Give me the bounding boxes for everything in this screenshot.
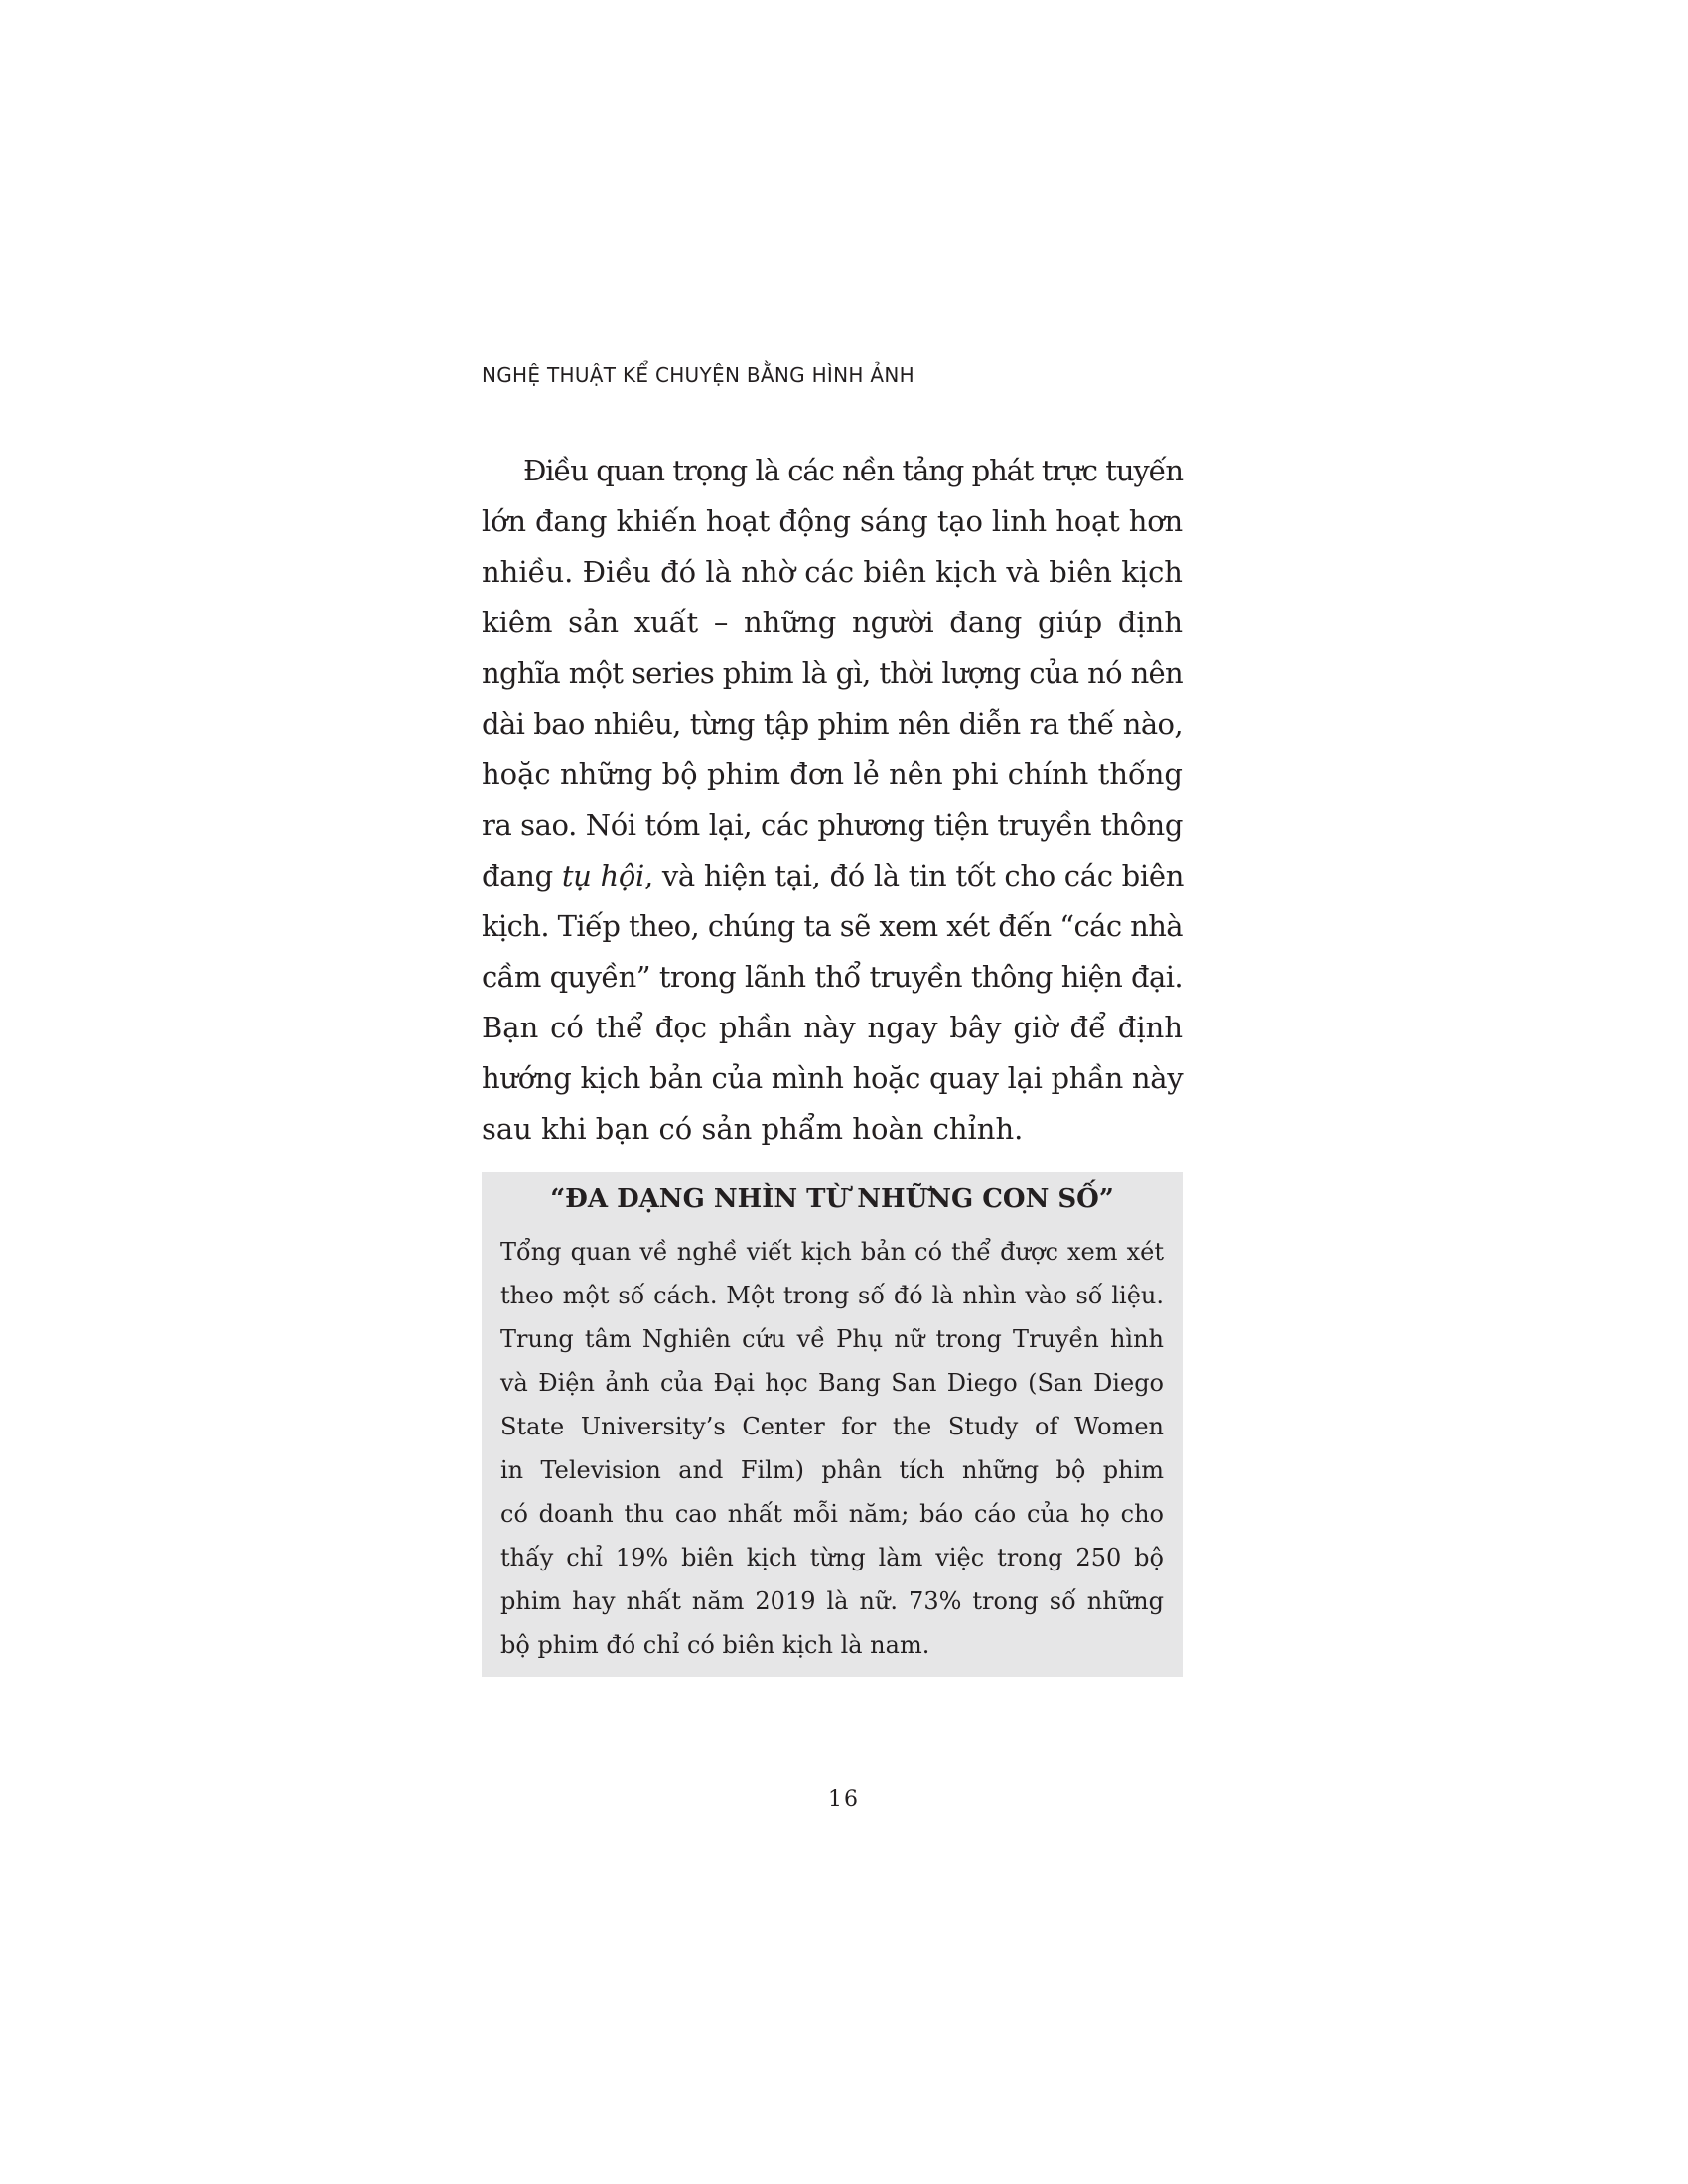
sidebar-title: “ĐA DẠNG NHÌN TỪ NHỮNG CON SỐ” [550,1184,1114,1214]
sidebar-box [482,1172,1183,1677]
body-line: sau khi bạn có sản phẩm hoàn chỉnh. [482,1112,1024,1146]
page-number: 16 [828,1787,860,1812]
sidebar-line: bộ phim đó chỉ có biên kịch là nam. [500,1631,930,1659]
body-text-span: , và hiện tại, đó là tin tốt cho các biên [644,859,1185,892]
sidebar-line: State University’s Center for the Study of Women [500,1413,1164,1440]
body-line: ra sao. Nói tóm lại, các phương tiện truyền thông [482,808,1183,842]
sidebar-line: và Điện ảnh của Đại học Bang San Diego (San Diego [500,1369,1164,1397]
body-line-with-emphasis [482,851,1183,901]
body-line: dài bao nhiêu, từng tập phim nên diễn ra thế nào, [482,707,1183,741]
body-line: Bạn có thể đọc phần này ngay bây giờ để định [482,1011,1183,1044]
body-line: nghĩa một series phim là gì, thời lượng của nó nên [482,656,1183,690]
body-line: nhiều. Điều đó là nhờ các biên kịch và biên kịch [482,555,1183,589]
sidebar-paragraph [500,1230,1164,1667]
emphasis-text: tụ hội [561,859,644,892]
body-line: Điều quan trọng là các nền tảng phát trực tuyến [523,454,1183,487]
sidebar-line: thấy chỉ 19% biên kịch từng làm việc trong 250 bộ [500,1544,1164,1571]
sidebar-line: có doanh thu cao nhất mỗi năm; báo cáo của họ cho [500,1500,1164,1528]
sidebar-line: Trung tâm Nghiên cứu về Phụ nữ trong Truyền hình [500,1325,1164,1353]
body-line: lớn đang khiến hoạt động sáng tạo linh hoạt hơn [482,504,1183,538]
body-line: cầm quyền” trong lãnh thổ truyền thông hiện đại. [482,960,1183,994]
sidebar-line: phim hay nhất năm 2019 là nữ. 73% trong số những [500,1587,1164,1615]
body-line: hoặc những bộ phim đơn lẻ nên phi chính thống [482,757,1183,791]
body-line: kịch. Tiếp theo, chúng ta sẽ xem xét đến “các nhà [482,909,1183,943]
body-line: hướng kịch bản của mình hoặc quay lại phần này [482,1061,1184,1095]
sidebar-line: Tổng quan về nghề viết kịch bản có thể được xem xét [500,1238,1164,1266]
body-line: kiêm sản xuất – những người đang giúp định [482,606,1183,639]
body-text-span: đang [482,859,553,892]
running-header: NGHỆ THUẬT KỂ CHUYỆN BẰNG HÌNH ẢNH [482,363,914,387]
sidebar-line: in Television and Film) phân tích những bộ phim [500,1456,1164,1484]
sidebar-line: theo một số cách. Một trong số đó là nhìn vào số liệu. [500,1282,1164,1309]
body-paragraph [482,446,1183,1155]
